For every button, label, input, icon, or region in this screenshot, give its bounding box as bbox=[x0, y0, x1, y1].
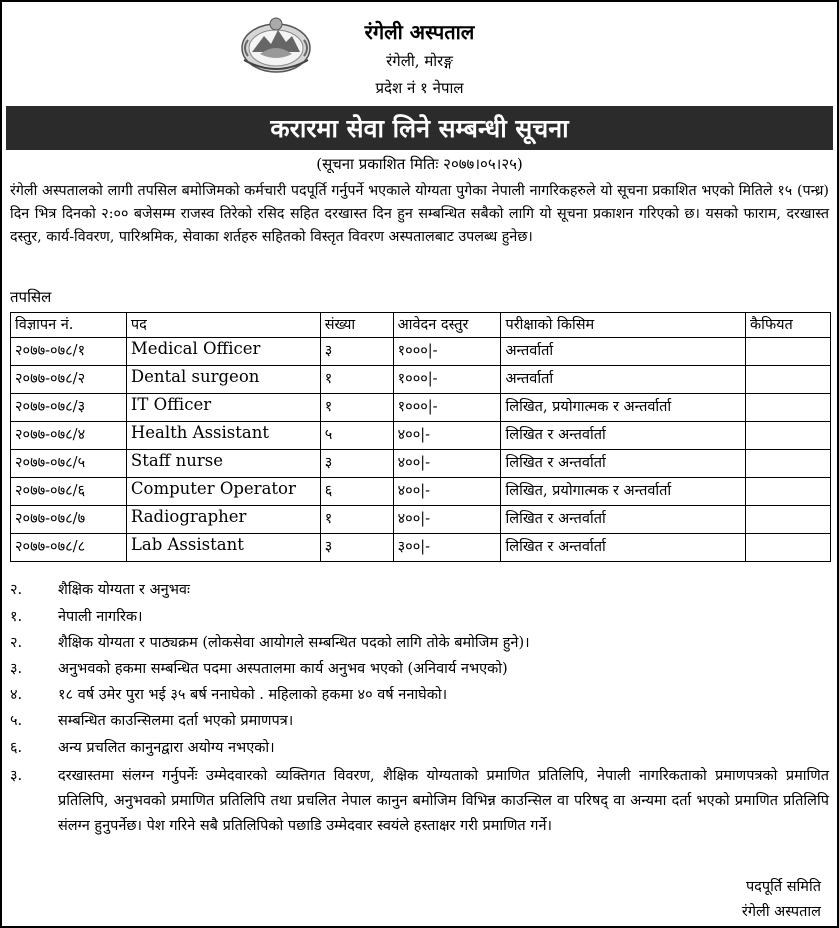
cell-remarks bbox=[746, 366, 831, 394]
cell-fee: १०००|- bbox=[393, 338, 501, 366]
cell-ad-no: २०७७-०७८/३ bbox=[11, 394, 127, 422]
cell-ad-no: २०७७-०७८/५ bbox=[11, 450, 127, 478]
hospital-province: प्रदेश नं १ नेपाल bbox=[375, 79, 464, 97]
signature-committee: पदपूर्ति समिति bbox=[745, 879, 821, 895]
list-item bbox=[10, 658, 829, 680]
cell-exam: लिखित, प्रयोगात्मक र अन्तर्वार्ता bbox=[501, 394, 746, 422]
published-date: (सूचना प्रकाशित मितिः २०७७।०५।२५) bbox=[316, 155, 523, 173]
item-text: नेपाली नागरिक। bbox=[58, 609, 143, 625]
vacancy-table bbox=[10, 312, 831, 562]
header-ad-no: विज्ञापन नं. bbox=[11, 313, 127, 338]
cell-ad-no: २०७७-०७८/८ bbox=[11, 534, 127, 562]
cell-post: Computer Operator bbox=[126, 478, 320, 506]
cell-remarks bbox=[746, 478, 831, 506]
header-exam: परीक्षाको किसिम bbox=[501, 313, 746, 338]
cell-remarks bbox=[746, 534, 831, 562]
header-count: संख्या bbox=[320, 313, 393, 338]
section-3 bbox=[10, 764, 829, 839]
cell-exam: लिखित र अन्तर्वार्ता bbox=[501, 450, 746, 478]
list-item bbox=[10, 606, 829, 628]
cell-ad-no: २०७७-०७८/१ bbox=[11, 338, 127, 366]
item-text: अनुभवको हकमा सम्बन्धित पदमा अस्पतालमा कार्य अनुभव भएको (अनिवार्य नभएको) bbox=[58, 661, 508, 677]
cell-exam: अन्तर्वार्ता bbox=[501, 338, 746, 366]
cell-fee: ४००|- bbox=[393, 450, 501, 478]
cell-ad-no: २०७७-०७८/४ bbox=[11, 422, 127, 450]
cell-count: ५ bbox=[320, 422, 393, 450]
cell-exam: लिखित र अन्तर्वार्ता bbox=[501, 534, 746, 562]
table-row bbox=[11, 338, 831, 366]
table-row bbox=[11, 478, 831, 506]
cell-ad-no: २०७७-०७८/७ bbox=[11, 506, 127, 534]
table-row bbox=[11, 534, 831, 562]
item-text: अन्य प्रचलित कानुनद्वारा अयोग्य नभएको। bbox=[58, 740, 275, 756]
item-number: ६. bbox=[10, 740, 23, 756]
cell-count: ३ bbox=[320, 534, 393, 562]
section-text: दरखास्तमा संलग्न गर्नुपर्नेः उम्मेदवारको व्यक्तिगत विवरण, शैक्षिक योग्यताको प्रमाणित प्रतिलिपि, नेपाली नागरिकताको प्रमाणपत्रको प्रमाणित प्रतिलिपि, अनुभवको प्रमाणित प्रतिलिपि तथा प्रचलित नेपाल कानुन बमोजिम विभिन्न काउन्सिल वा परिषद् वा अन्यमा दर्ता भएको प्रमाणित प्रतिलिपि संलग्न हुनुपर्नेछ। पेश गरिने सबै प्रतिलिपिको पछाडि उम्मेदवार स्वयंले हस्ताक्षर गरी प्रमाणित गर्ने। bbox=[58, 768, 829, 834]
header-post: पद bbox=[126, 313, 320, 338]
cell-exam: लिखित र अन्तर्वार्ता bbox=[501, 422, 746, 450]
item-number: ५. bbox=[10, 713, 23, 729]
cell-fee: ४००|- bbox=[393, 478, 501, 506]
cell-remarks bbox=[746, 450, 831, 478]
cell-ad-no: २०७७-०७८/२ bbox=[11, 366, 127, 394]
cell-remarks bbox=[746, 394, 831, 422]
list-item bbox=[10, 684, 829, 706]
table-header-row bbox=[11, 313, 831, 338]
hospital-address: रंगेली, मोरङ्ग bbox=[386, 52, 453, 70]
table-row bbox=[11, 366, 831, 394]
table-row bbox=[11, 450, 831, 478]
cell-exam: लिखित, प्रयोगात्मक र अन्तर्वार्ता bbox=[501, 478, 746, 506]
cell-post: Lab Assistant bbox=[126, 534, 320, 562]
cell-fee: १०००|- bbox=[393, 366, 501, 394]
cell-count: १ bbox=[320, 394, 393, 422]
notice-title-banner bbox=[6, 106, 833, 150]
section-title: शैक्षिक योग्यता र अनुभवः bbox=[58, 582, 190, 598]
cell-exam: लिखित र अन्तर्वार्ता bbox=[501, 506, 746, 534]
cell-post: Dental surgeon bbox=[126, 366, 320, 394]
signature-org: रंगेली अस्पताल bbox=[741, 904, 821, 920]
cell-count: १ bbox=[320, 506, 393, 534]
cell-ad-no: २०७७-०७८/६ bbox=[11, 478, 127, 506]
item-number: ४. bbox=[10, 687, 23, 703]
section-number: ३. bbox=[10, 768, 23, 784]
cell-remarks bbox=[746, 422, 831, 450]
tapasil-label: तपसिल bbox=[10, 288, 52, 306]
item-number: ३. bbox=[10, 661, 23, 677]
cell-remarks bbox=[746, 506, 831, 534]
intro-paragraph: रंगेली अस्पतालको लागी तपसिल बमोजिमको कर्मचारी पदपूर्ति गर्नुपर्ने भएकाले योग्यता पुगेका नेपाली नागरिकहरुले यो सूचना प्रकाशित भएको मितिले १५ (पन्ध्र) दिन भित्र दिनको २:०० बजेसम्म राजस्व तिरेको रसिद सहित दरखास्त दिन हुन सम्बन्धित सबैको लागि यो सूचना प्रकाशन गरिएको छ। यसको फाराम, दरखास्त दस्तुर, कार्य-विवरण, पारिश्रमिक, सेवाका शर्तहरु सहितको विस्तृत विवरण अस्पतालबाट उपलब्ध हुनेछ। bbox=[10, 183, 829, 245]
list-item bbox=[10, 710, 829, 732]
item-text: सम्बन्धित काउन्सिलमा दर्ता भएको प्रमाणपत्र। bbox=[58, 713, 294, 729]
item-number: २. bbox=[10, 635, 23, 651]
item-number: १. bbox=[10, 609, 23, 625]
table-row bbox=[11, 506, 831, 534]
cell-fee: ४००|- bbox=[393, 422, 501, 450]
table-row bbox=[11, 422, 831, 450]
cell-exam: अन्तर्वार्ता bbox=[501, 366, 746, 394]
cell-fee: ३००|- bbox=[393, 534, 501, 562]
cell-post: Radiographer bbox=[126, 506, 320, 534]
item-text: शैक्षिक योग्यता र पाठ्यक्रम (लोकसेवा आयोगले सम्बन्धित पदको लागि तोके बमोजिम हुने)। bbox=[58, 635, 530, 651]
header-fee: आवेदन दस्तुर bbox=[393, 313, 501, 338]
table-row bbox=[11, 394, 831, 422]
cell-count: १ bbox=[320, 366, 393, 394]
hospital-name: रंगेली अस्पताल bbox=[364, 20, 475, 44]
cell-count: ३ bbox=[320, 450, 393, 478]
list-item bbox=[10, 632, 829, 654]
cell-post: Health Assistant bbox=[126, 422, 320, 450]
list-item bbox=[10, 737, 829, 759]
cell-post: Medical Officer bbox=[126, 338, 320, 366]
section-number: २. bbox=[10, 582, 23, 598]
cell-fee: ४००|- bbox=[393, 506, 501, 534]
cell-count: ३ bbox=[320, 338, 393, 366]
cell-count: ६ bbox=[320, 478, 393, 506]
cell-post: Staff nurse bbox=[126, 450, 320, 478]
header-remarks: कैफियत bbox=[746, 313, 831, 338]
cell-post: IT Officer bbox=[126, 394, 320, 422]
item-text: १८ वर्ष उमेर पुरा भई ३५ बर्ष ननाघेको . महिलाको हकमा ४० वर्ष ननाघेको। bbox=[58, 687, 448, 703]
section-2-heading bbox=[10, 579, 829, 601]
cell-remarks bbox=[746, 338, 831, 366]
notice-title: करारमा सेवा लिने सम्बन्धी सूचना bbox=[270, 114, 569, 143]
cell-fee: १०००|- bbox=[393, 394, 501, 422]
